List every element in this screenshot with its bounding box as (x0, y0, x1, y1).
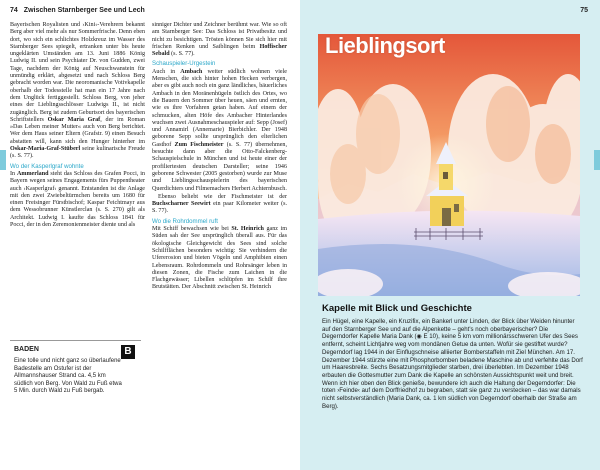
text: Ebenso beliebt wie der Fischmeister ist der (158, 193, 287, 200)
text: Mit Schiff bewachsen wie bei (152, 226, 232, 233)
paragraph (10, 171, 145, 229)
page-number-left: 74 (10, 7, 18, 14)
infobox-title: BADEN (14, 346, 39, 353)
text: seine kulinarische Freude (s. S. 77). (10, 146, 145, 160)
text-column-1 (10, 22, 145, 230)
paragraph (10, 22, 145, 161)
baden-infobox (10, 340, 141, 461)
bold-text: St. Heinrich (231, 226, 264, 233)
running-head-left (10, 7, 145, 14)
text: steht das Schloss des Grafen Pocci, in Bayern wegen seines Engagements fürs Puppentheater auch ›Kasperlgraf‹ genannt. Entstanden ist die Anlage mit den zwei Zwiebeltürmchen bereits um 1680 für einen Freisinger Fürstbischof; Kaspar Feichtmayr aus dem Wessobrunner Künstlerclan (s. S. 270) gilt als Architekt. Ludwig I. kaufte das Schloss 1841 für Pocci, der in den Zeremonienmeister diente und als (10, 170, 145, 229)
text: (s. S. 77) übernehmen, besuchte dann aber die Otto-Falckenberg-Schauspielschule in München und ist heute einer der profiliertesten deutschen Darsteller; seine 1946 geborene Schwester (2005 gestorben) wurde zur Muse und Lieblingsschauspielerin des bayerischen Querdichters und Filmemachers Herbert Achternbusch. (152, 141, 287, 192)
text: ganz im Süden sah der See ursprünglich überall aus. Für das ökologische Gleichgewicht des Sees sind solche Schilfflächen besonders wichtig: Sie verhindern die Ufererosion und bieten Vögeln und Amphibien einen Lebensraum. Rohrdommeln und Rohrsänger leben in diesen Zonen, die Fische zum Laichen in die Flachgewässer; Libellen schlüpfen im Schilf ihre Brutstätten. Der Abschnitt zwischen St. Heinrich (152, 226, 288, 291)
thumb-index-right (594, 150, 600, 170)
paragraph (152, 226, 287, 292)
bold-text: Zum Fischmeister (174, 141, 224, 148)
text: Auch in (152, 68, 181, 75)
subheading: Wo die Rohrdommel ruft (152, 217, 218, 225)
bold-text: Hoffischer Sebald (152, 43, 287, 58)
paragraph (152, 194, 287, 216)
text: sinniger Dichter und Zeichner berühmt war. Wie so oft am Starnberger See: Das Schloss ist Privatbesitz und nicht zu besichtigen. Trösten können Sie sich hier mit frischen Renken und Saiblingen beim (152, 22, 287, 50)
text: Bayerischen Royalisten und ›Kini‹-Verehrern bekannt Berg aber viel mehr als nur Sommerfrische. Denn eben dort, wo sich ein schlichtes Holzkreuz im Wasser des Starnberger Sees spiegelt, ertranken unter bis heute ungeklärten Umständen am 13. Juni 1886 König Ludwig II. und sein Psychiater Dr. von Gudden, zwei Tage, nachdem der König auf Neuschwanstein für unmündig erklärt, abgesetzt und nach Schloss Berg gebracht worden war. Die neoromanische Votivkapelle oberhalb der Todesstelle hat man ein 17 Jahre nach dem Unglück fertiggestellt. Schloss Berg, von jeher eines der Lieblingsschlösser Ludwigs II., ist nicht zugänglich. Berg ist zudem Geburtsort des bayerischen Schriftstellers (10, 22, 145, 123)
paragraph (152, 69, 287, 193)
caption-text: Ein Hügel, eine Kapelle, ein Kruzifix, ein Bankerl unter Linden, der Blick über Weiden hinunter auf den Starnberger See und auf die Alpenkette – geht's noch oberbayerischer? Die Degerndorfer Kapelle Maria Dank (◉ E 10), keine 5 km vom millionärsschweren Ufer des Sees entfernt, scheint Lichtjahre weg vom mondänen Getue da unten. Wofür sie gestiftet wurde? Degerndorf lag 1944 in der Einflugschneise alliierter Bomberstaffeln mit Ziel München. Am 17. Dezember 1944 stürzte eine mit Phosphorbomben beladene Maschine ab und verfehlte das Dorf um Haaresbreite. Sechs Besatzungsmitglieder starben, drei überlebten. Im Dezember 1948 erbauten die Gottesmutter zum Dank die Kapelle an schönsten Aussichtspunkt weit und breit. Wenn ich hier oben den Blick genieße, bewundere ich auch die Haltung der Degerndorfer: Die toten ›Feinde‹ auf dem Dorffriedhof zu begraben, statt sie ganz zu verstecken – das war damals nicht selbstverständlich (Maria Dank, ca. 1 km südlich von Degerndorf oberhalb der Straße am Berg). (322, 318, 583, 410)
winter-chapel-photo (318, 34, 580, 296)
chapel-landscape-image (318, 34, 580, 296)
caption-title: Kapelle mit Blick und Geschichte (322, 303, 472, 314)
b-badge-icon: B (121, 345, 135, 359)
thumb-index-left (0, 150, 6, 170)
text: In (10, 170, 17, 177)
photo-title: Lieblingsort (325, 33, 445, 58)
chapter-title: Zwischen Starnberger See und Lech (23, 7, 145, 14)
text: (s. S. 77). (169, 51, 195, 58)
subheading: Wo der Kasperlgraf wohnte (10, 162, 84, 170)
page-number-right: 75 (580, 7, 588, 14)
bold-text: Oskar-Maria-Graf-Stüberl (10, 146, 81, 153)
bold-text: Oskar Maria Graf (47, 116, 101, 123)
text-column-2 (152, 22, 287, 293)
bold-text: Ambach (180, 68, 203, 75)
bold-text: Ammerland (17, 170, 49, 177)
subheading: Schauspieler-Urgestein (152, 60, 216, 68)
paragraph (152, 22, 287, 58)
text: weiter südlich wohnen viele Menschen, die sich hinter hohen Hecken verbergen, aber es gibt auch noch ein ganz ländliches, bäuerliches Ambach in den Moränenhügeln östlich des Ortes, wo die Bauern den Sommer über heuen, säen und ernten, wie es ihre Vorfahren getan haben. Auf einem der schmucken, alten Höfe des Ambacher Hinterlandes wuchsen zwei Ausnahmeschauspieler auf: Sepp (Josef) und Annamirl (Annemarie) Bierbichler. Der 1948 geborene Sepp sollte ursprünglich den elterlichen Gasthof (152, 68, 287, 148)
text: , der im Roman »Das Leben meiner Mutter« auch von Berg berichtet. Wer dem Haus seiner Eltern (Grafstr. 9) einen Besuch abstatten will, kann sich den Hunger hinterher im (10, 116, 146, 145)
infobox-text: Eine tolle und nicht ganz so überlaufene Badestelle am Ostufer ist der Allmannshauser Strand ca. 4,5 km südlich von Berg. Von Wald zu Fuß etwa 5 Min. durch Wald zu Fuß bergab. (14, 358, 122, 395)
text: ein paar Kilometer weiter (s. S. 77). (152, 201, 287, 215)
bold-text: Buchscharner Seewirt (152, 201, 211, 208)
